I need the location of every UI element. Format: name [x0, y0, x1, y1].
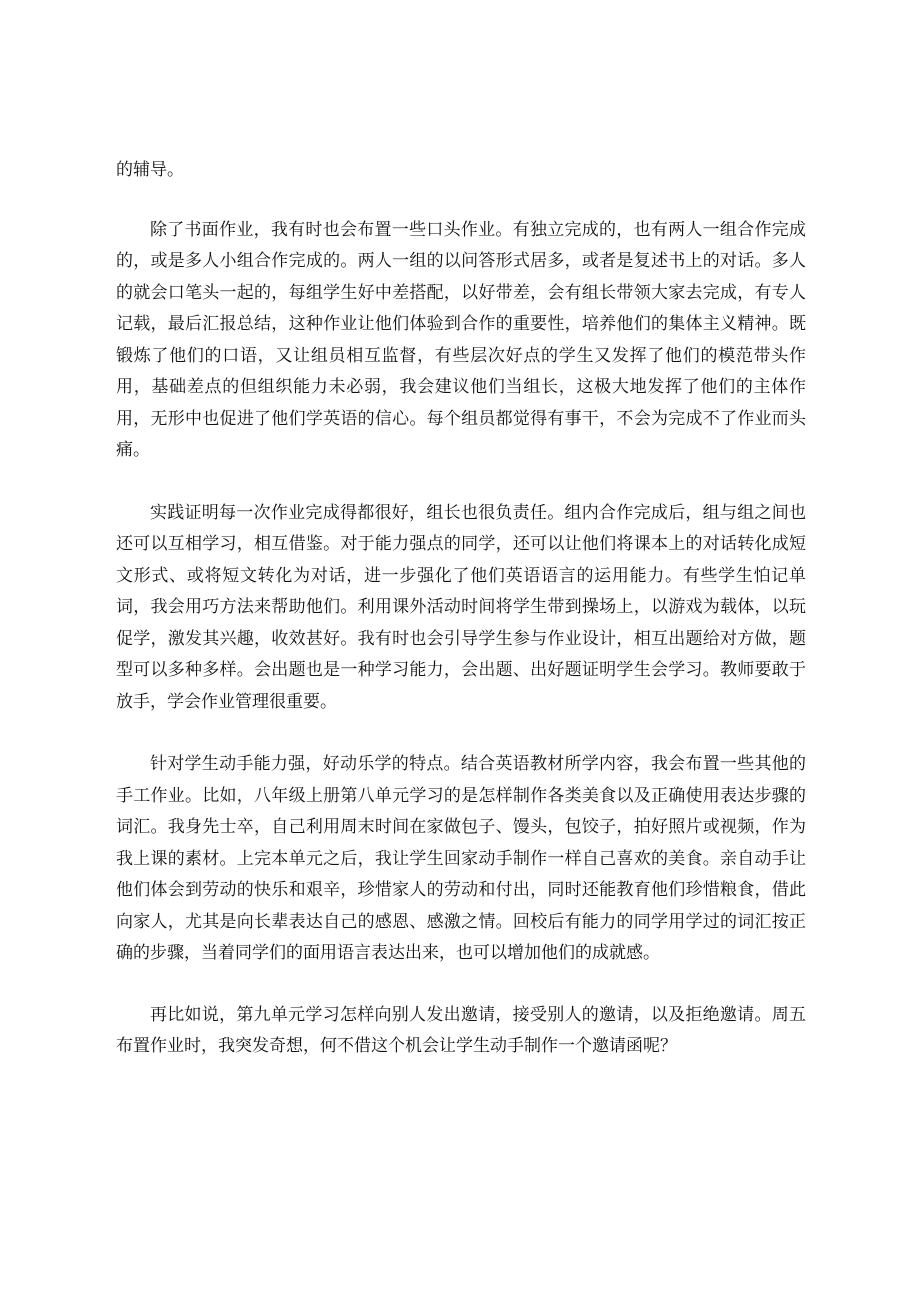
paragraph-invitation-example: 再比如说，第九单元学习怎样向别人发出邀请，接受别人的邀请，以及拒绝邀请。周五布置作业时，我突发奇想，何不借这个机会让学生动手制作一个邀请函呢？ — [116, 1004, 806, 1056]
paragraph-practice-results: 实践证明每一次作业完成得都很好，组长也很负责任。组内合作完成后，组与组之间也还可以互相学习，相互借鉴。对于能力强点的同学，还可以让他们将课本上的对话转化成短文形式、或将短文转化为对话，进一步强化了他们英语语言的运用能力。有些学生怕记单词，我会用巧方法来帮助他们。利用课外活动时间将学生带到操场上，以游戏为载体，以玩促学，激发其兴趣，收效甚好。我有时也会引导学生参与作业设计，相互出题给对方做，题型可以多种多样。会出题也是一种学习能力，会出题、出好题证明学生会学习。教师要敢于放手，学会作业管理很重要。 — [116, 502, 806, 712]
paragraph-continuation: 的辅导。 — [116, 160, 184, 180]
paragraph-oral-homework: 除了书面作业，我有时也会布置一些口头作业。有独立完成的，也有两人一组合作完成的，或是多人小组合作完成的。两人一组的以问答形式居多，或者是复述书上的对话。多人的就会口笔头一起的，每组学生好中差搭配，以好带差，会有组长带领大家去完成，有专人记载，最后汇报总结，这种作业让他们体验到合作的重要性，培养他们的集体主义精神。既锻炼了他们的口语，又让组员相互监督，有些层次好点的学生又发挥了他们的模范带头作用，基础差点的但组织能力未必弱，我会建议他们当组长，这极大地发挥了他们的主体作用，无形中也促进了他们学英语的信心。每个组员都觉得有事干，不会为完成不了作业而头痛。 — [116, 219, 806, 460]
paragraph-handcraft-homework: 针对学生动手能力强，好动乐学的特点。结合英语教材所学内容，我会布置一些其他的手工作业。比如，八年级上册第八单元学习的是怎样制作各类美食以及正确使用表达步骤的词汇。我身先士卒，自己利用周末时间在家做包子、馒头，包饺子，拍好照片或视频，作为我上课的素材。上完本单元之后，我让学生回家动手制作一样自己喜欢的美食。亲自动手让他们体会到劳动的快乐和艰辛，珍惜家人的劳动和付出，同时还能教育他们珍惜粮食，借此向家人，尤其是向长辈表达自己的感恩、感激之情。回校后有能力的同学用学过的词汇按正确的步骤，当着同学们的面用语言表达出来，也可以增加他们的成就感。 — [116, 754, 806, 963]
document-body — [116, 155, 806, 1063]
